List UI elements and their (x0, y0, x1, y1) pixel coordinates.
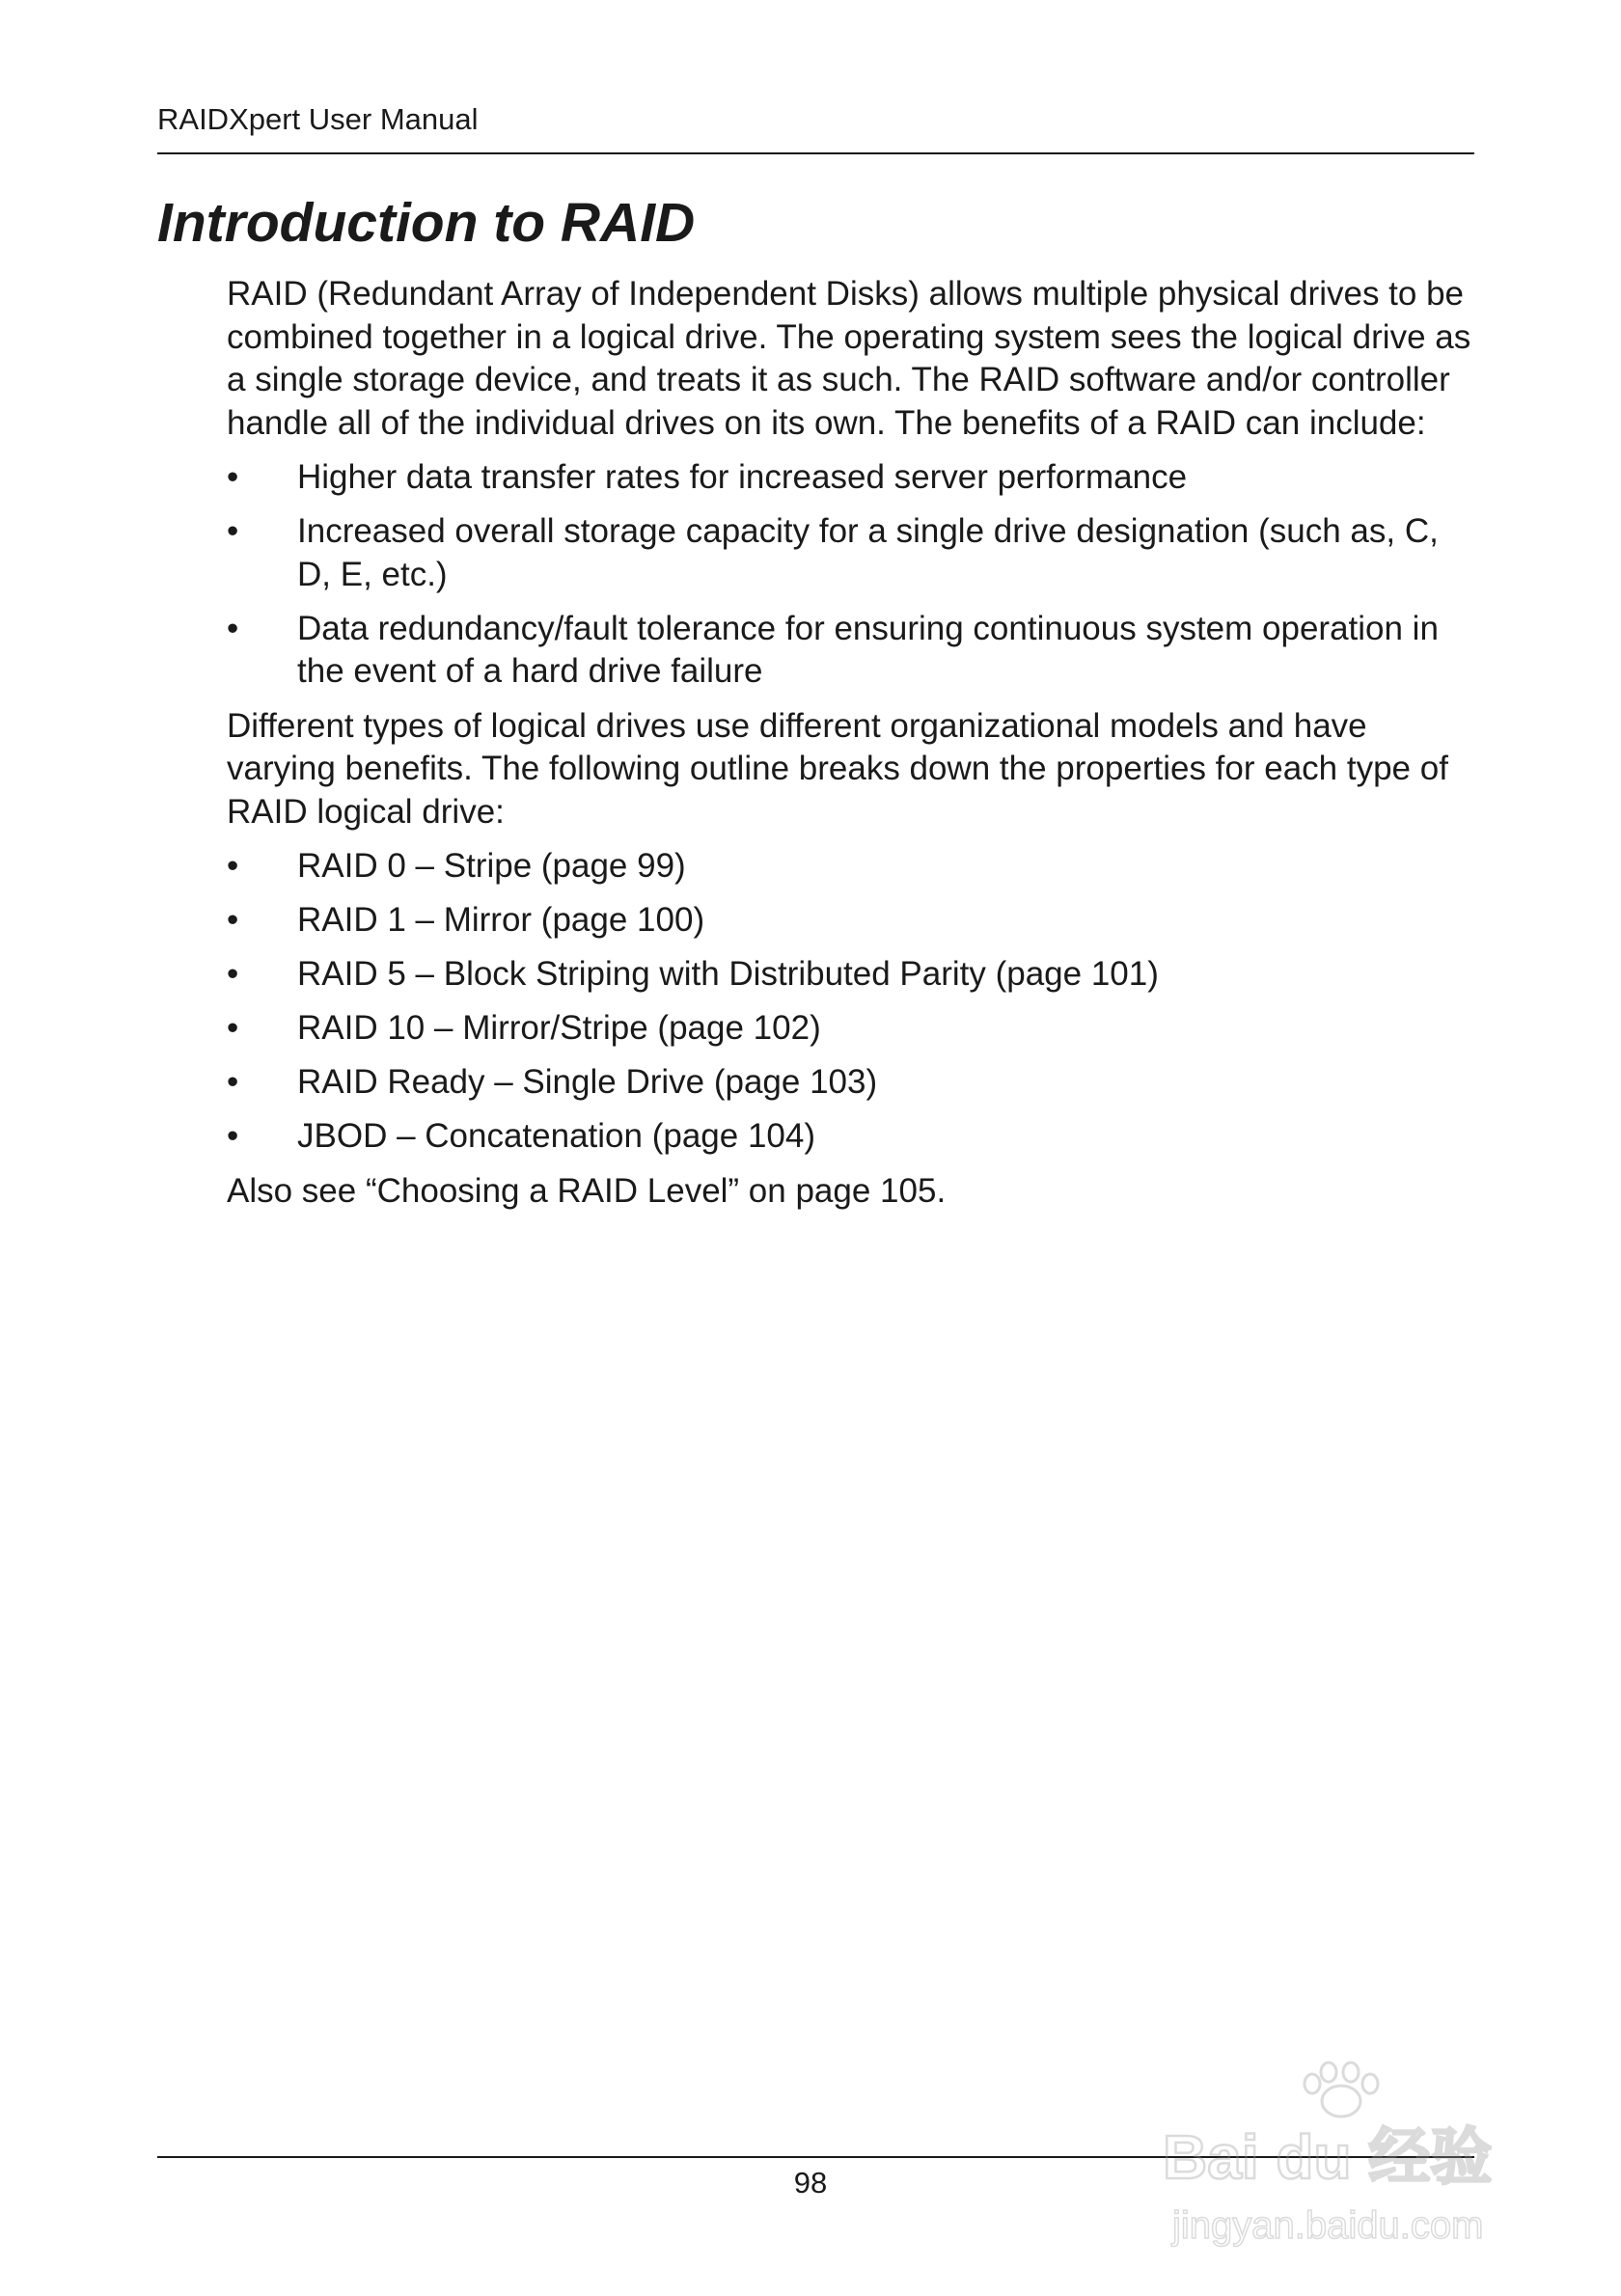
list-item (227, 953, 1481, 997)
bullet-icon: • (227, 512, 239, 550)
watermark-url: jingyan.baidu.com (1172, 2204, 1484, 2247)
list-item (227, 1115, 1481, 1159)
types-paragraph: Different types of logical drives use different organizational models and have varying benefits. The following outline breaks down the properties for each type of RAID logical drive: (227, 706, 1448, 831)
raid-types-list (227, 845, 1481, 1159)
section-title: Introduction to RAID (157, 192, 696, 254)
list-item-text: Data redundancy/fault tolerance for ensuring continuous system operation in the event of a hard drive failure (297, 609, 1439, 690)
intro-paragraph: RAID (Redundant Array of Independent Disks) allows multiple physical drives to be combined together in a logical drive. The operating system sees the logical drive as a single storage device, and treats it as such. The RAID software and/or controller handle all of the individual drives on its own. The benefits of a RAID can include: (227, 275, 1471, 442)
benefits-list (227, 456, 1481, 694)
bullet-icon: • (227, 901, 239, 939)
raid-type-link[interactable]: RAID Ready – Single Drive (page 103) (297, 1063, 878, 1101)
bullet-icon: • (227, 1063, 239, 1101)
running-header: RAIDXpert User Manual (157, 102, 479, 136)
list-item (227, 845, 1481, 888)
list-item (227, 1007, 1481, 1051)
list-item (227, 608, 1481, 694)
footer-divider (157, 2156, 1474, 2158)
watermark-brand: Bai du 经验 (1163, 2122, 1493, 2192)
list-item (227, 456, 1481, 500)
page-number: 98 (793, 2166, 828, 2200)
list-item (227, 1061, 1481, 1105)
raid-type-link[interactable]: RAID 0 – Stripe (page 99) (297, 847, 686, 885)
list-item-text: Higher data transfer rates for increased server performance (297, 458, 1188, 496)
raid-type-link[interactable]: JBOD – Concatenation (page 104) (297, 1117, 815, 1155)
raid-type-link[interactable]: RAID 1 – Mirror (page 100) (297, 901, 705, 939)
bullet-icon: • (227, 847, 239, 885)
list-item (227, 510, 1481, 596)
bullet-icon: • (227, 458, 239, 496)
bullet-icon: • (227, 609, 239, 647)
bullet-icon: • (227, 1117, 239, 1155)
raid-type-link[interactable]: RAID 5 – Block Striping with Distributed Parity (page 101) (297, 955, 1159, 993)
bullet-icon: • (227, 955, 239, 993)
section-body (227, 273, 1481, 1224)
list-item-text: Increased overall storage capacity for a single drive designation (such as, C, D, E, etc.) (297, 512, 1439, 593)
bullet-icon: • (227, 1009, 239, 1047)
header-divider (157, 152, 1474, 154)
see-also-paragraph: Also see “Choosing a RAID Level” on page 105. (227, 1171, 947, 1210)
raid-type-link[interactable]: RAID 10 – Mirror/Stripe (page 102) (297, 1009, 821, 1047)
paw-icon (1305, 2063, 1378, 2117)
list-item (227, 899, 1481, 943)
